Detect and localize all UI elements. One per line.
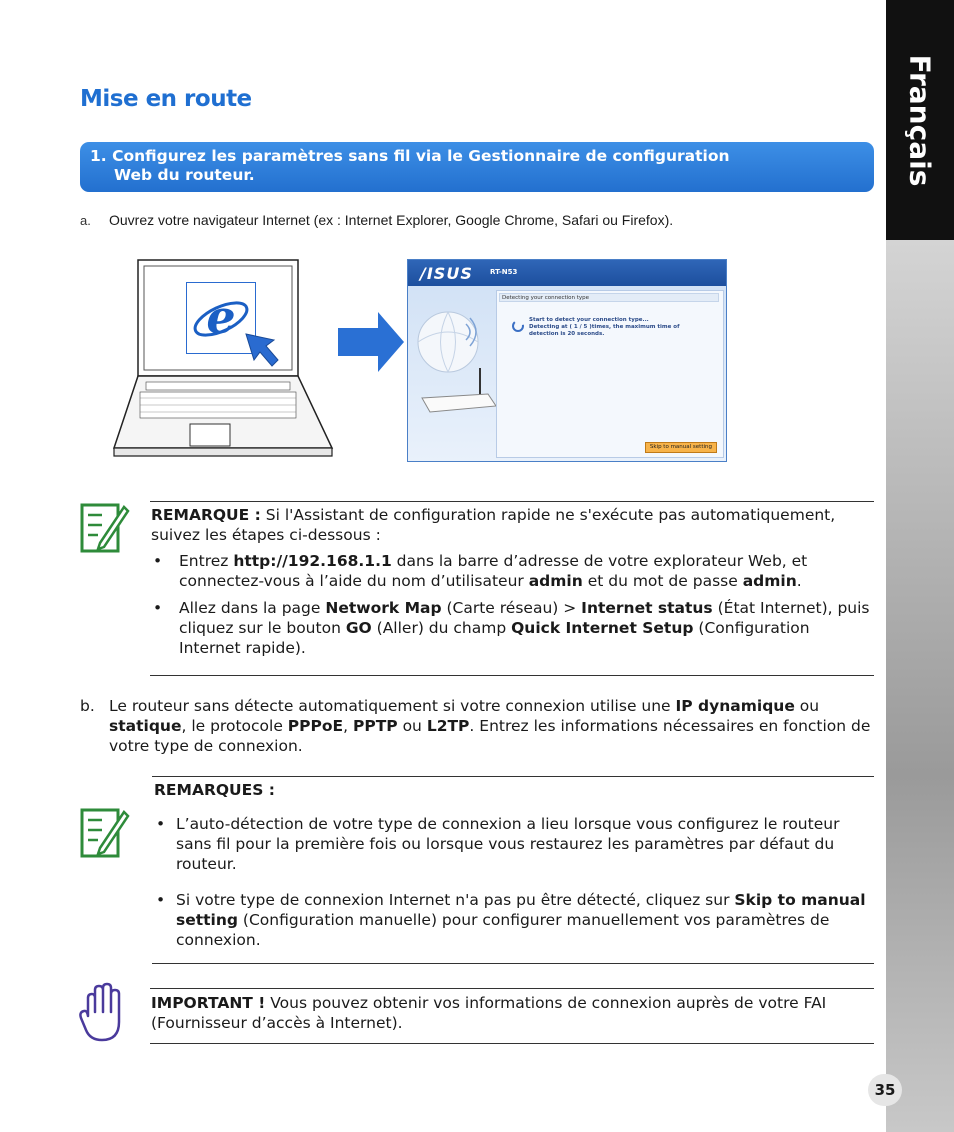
note2 <box>154 780 876 957</box>
note1-top-rule <box>150 501 874 502</box>
svg-text:e: e <box>206 290 236 344</box>
detection-panel <box>496 290 724 458</box>
skip-manual-setting-button[interactable]: Skip to manual setting <box>645 442 717 453</box>
spinner-icon <box>511 319 525 333</box>
cursor-arrow-icon <box>242 330 282 370</box>
instruction-a <box>80 212 870 228</box>
detection-line-2: Detecting at ( 1 / 5 )times, the maximum time of <box>529 324 680 330</box>
note1-item-2: • Allez dans la page Network Map (Carte réseau) > Internet status (État Internet), puis cliquez sur le bouton GO (Aller) du champ Quick Internet Setup (Configuration Internet rapide). <box>151 598 876 658</box>
important-bottom-rule <box>150 1043 874 1044</box>
important-top-rule <box>150 988 874 989</box>
note2-item-1: • L’auto-détection de votre type de connexion a lieu lorsque vous configurez le routeur sans fil pour la première fois ou lorsque vous restaurez les paramètres par défaut du routeur. <box>154 814 876 874</box>
brand-logo: /ISUS <box>420 264 473 283</box>
section-heading: Mise en route <box>80 86 252 112</box>
instruction-b <box>80 696 876 756</box>
step-banner <box>80 142 874 192</box>
side-margin-strip <box>886 240 954 1132</box>
note1 <box>151 505 876 665</box>
language-label: Français <box>903 54 937 186</box>
detection-line-3: detection is 20 seconds. <box>529 331 605 337</box>
note2-list <box>154 814 876 950</box>
detection-line-1: Start to detect your connection type... <box>529 317 649 323</box>
note1-bottom-rule <box>150 675 874 676</box>
important-note <box>151 993 875 1033</box>
note1-list <box>151 551 876 658</box>
instruction-b-text: Le routeur sans détecte automatiquement si votre connexion utilise une IP dynamique ou statique, le protocole PPPoE, PPTP ou L2TP. Entrez les informations nécessaires en fonction de votre type de connexion. <box>109 697 871 755</box>
important-label: IMPORTANT ! <box>151 994 266 1012</box>
note-icon <box>80 802 130 860</box>
step-title-line-1: 1. Configurez les paramètres sans fil via le Gestionnaire de configuration <box>90 147 730 165</box>
note-icon <box>80 499 130 555</box>
router-model: RT-N53 <box>490 268 518 276</box>
router-setup-screenshot <box>407 259 727 462</box>
router-globe-icon <box>408 302 498 452</box>
instruction-a-label: a. <box>80 213 91 228</box>
screenshot-header <box>408 260 726 286</box>
note2-label: REMARQUES : <box>154 781 275 799</box>
important-text: Vous pouvez obtenir vos informations de connexion auprès de votre FAI (Fournisseur d’accès à Internet). <box>151 994 827 1032</box>
instruction-b-label: b. <box>80 697 95 715</box>
detection-message <box>529 317 709 338</box>
note1-intro: REMARQUE : Si l'Assistant de configuration rapide ne s'exécute pas automatiquement, suivez les étapes ci-dessous : <box>151 506 836 544</box>
detection-tab: Detecting your connection type <box>499 293 719 302</box>
step-title-line-2: Web du routeur. <box>114 166 255 184</box>
instruction-a-text: Ouvrez votre navigateur Internet (ex : Internet Explorer, Google Chrome, Safari ou Firefox). <box>109 212 674 228</box>
note2-top-rule <box>152 776 874 777</box>
note2-item-2: • Si votre type de connexion Internet n'a pas pu être détecté, cliquez sur Skip to manual setting (Configuration manuelle) pour configurer manuellement vos paramètres de connexion. <box>154 890 876 950</box>
note1-item-1: • Entrez http://192.168.1.1 dans la barre d’adresse de votre explorateur Web, et connectez-vous à l’aide du nom d’utilisateur admin et du mot de passe admin. <box>151 551 876 591</box>
hand-stop-icon <box>78 982 124 1044</box>
page-number: 35 <box>868 1074 902 1106</box>
note2-bottom-rule <box>152 963 874 964</box>
arrow-right-icon <box>338 310 406 374</box>
